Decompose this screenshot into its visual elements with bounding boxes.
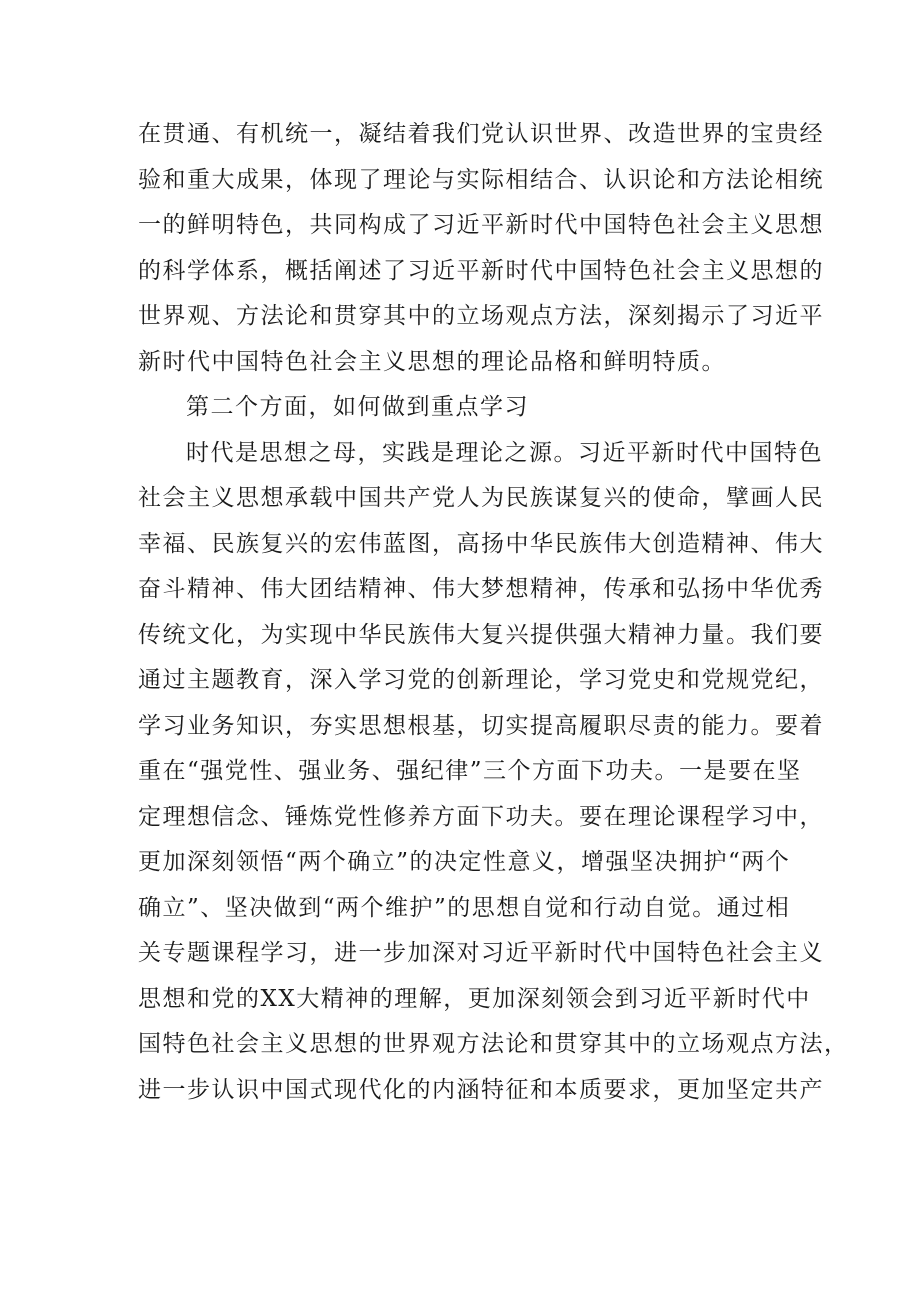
- document-body: [138, 112, 849, 1113]
- text-line: 社会主义思想承载中国共产党人为民族谋复兴的使命，擘画人民: [138, 485, 824, 511]
- text-line: 的科学体系，概括阐述了习近平新时代中国特色社会主义思想的: [138, 257, 824, 284]
- paragraph-start-line: 时代是思想之母，实践是理论之源。习近平新时代中国特色: [186, 439, 823, 466]
- text-line: 一的鲜明特色，共同构成了习近平新时代中国特色社会主义思想: [138, 212, 824, 238]
- text-line: 通过主题教育，深入学习党的创新理论，学习党史和党规党纪，: [138, 667, 824, 693]
- text-line: 新时代中国特色社会主义思想的理论品格和鲜明特质。: [138, 348, 726, 375]
- text-line: 验和重大成果，体现了理论与实际相结合、认识论和方法论相统: [138, 166, 824, 193]
- text-line: 关专题课程学习，进一步加深对习近平新时代中国特色社会主义: [138, 940, 824, 966]
- text-line: 进一步认识中国式现代化的内涵特征和本质要求，更加坚定共产: [138, 1076, 824, 1103]
- text-line: 奋斗精神、伟大团结精神、伟大梦想精神，传承和弘扬中华优秀: [138, 576, 824, 602]
- text-line: 国特色社会主义思想的世界观方法论和贯穿其中的立场观点方法，: [138, 1031, 849, 1057]
- text-line: 重在“强党性、强业务、强纪律”三个方面下功夫。一是要在坚: [138, 758, 802, 784]
- text-line: 确立”、坚决做到“两个维护”的思想自觉和行动自觉。通过相: [138, 894, 791, 921]
- text-line: 更加深刻领悟“两个确立”的决定性意义，增强坚决拥护“两个: [138, 849, 791, 875]
- paragraph-start-line: 第二个方面，如何做到重点学习: [186, 394, 529, 420]
- text-line: 传统文化，为实现中华民族伟大复兴提供强大精神力量。我们要: [138, 621, 824, 648]
- text-line: 幸福、民族复兴的宏伟蓝图，高扬中华民族伟大创造精神、伟大: [138, 530, 824, 557]
- text-line: 思想和党的XX大精神的理解，更加深刻领会到习近平新时代中: [138, 985, 811, 1012]
- text-line: 在贯通、有机统一，凝结着我们党认识世界、改造世界的宝贵经: [138, 121, 824, 147]
- text-line: 世界观、方法论和贯穿其中的立场观点方法，深刻揭示了习近平: [138, 303, 824, 329]
- text-line: 学习业务知识，夯实思想根基，切实提高履职尽责的能力。要着: [138, 712, 824, 739]
- text-line: 定理想信念、锤炼党性修养方面下功夫。要在理论课程学习中，: [138, 803, 824, 830]
